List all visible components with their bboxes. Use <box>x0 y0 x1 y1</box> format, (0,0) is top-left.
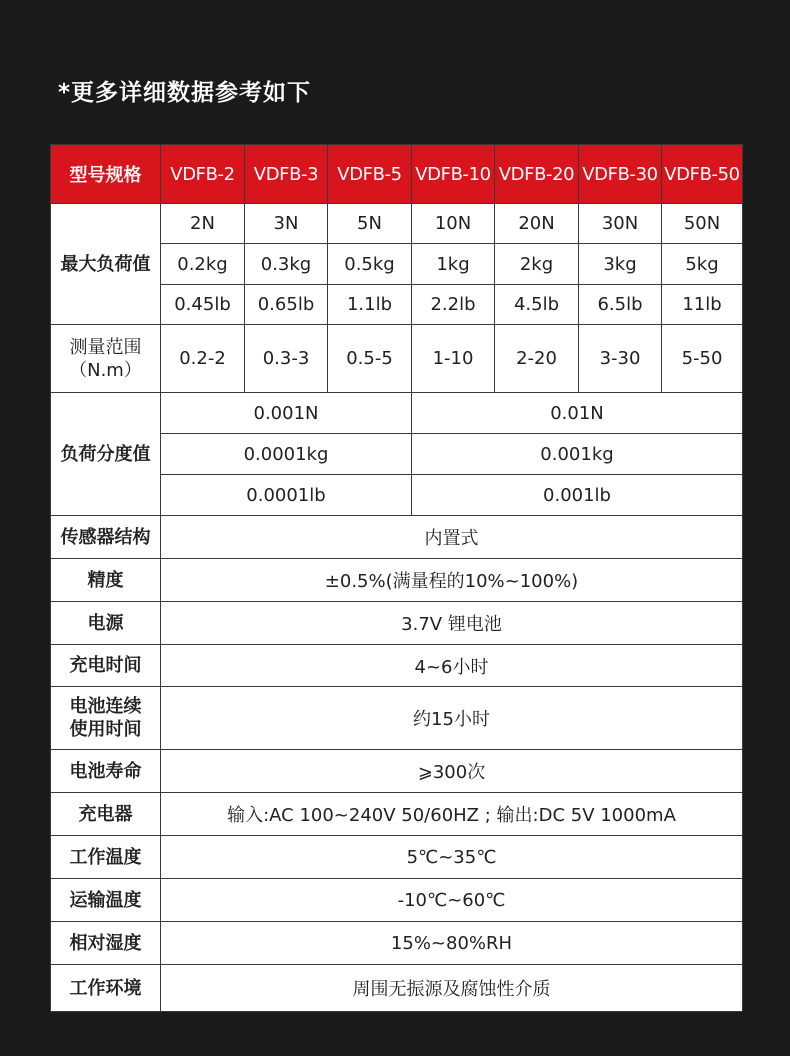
spec-value: 4~6小时 <box>161 645 743 687</box>
page-title: *更多详细数据参考如下 <box>58 80 312 106</box>
spec-row <box>51 879 743 922</box>
table-cell: 2N <box>161 204 245 244</box>
table-cell: 10N <box>412 204 495 244</box>
table-cell: 0.001N <box>161 393 412 434</box>
spec-label: 运输温度 <box>51 879 161 922</box>
table-cell: 0.3kg <box>245 244 328 285</box>
table-cell: 2.2lb <box>412 285 495 325</box>
model-header: VDFB-30 <box>579 145 662 204</box>
table-cell: 4.5lb <box>495 285 579 325</box>
spec-value: 周围无振源及腐蚀性介质 <box>161 965 743 1012</box>
spec-row <box>51 602 743 645</box>
table-cell: 1kg <box>412 244 495 285</box>
model-header: VDFB-2 <box>161 145 245 204</box>
spec-row <box>51 836 743 879</box>
table-cell: 5-50 <box>662 325 743 393</box>
spec-label-line1: 电池连续 <box>69 696 142 717</box>
spec-value: ⩾300次 <box>161 750 743 793</box>
spec-value: 内置式 <box>161 516 743 559</box>
spec-row <box>51 516 743 559</box>
table-cell: 0.0001lb <box>161 475 412 516</box>
table-cell: 3kg <box>579 244 662 285</box>
spec-row <box>51 793 743 836</box>
spec-value: 15%~80%RH <box>161 922 743 965</box>
spec-row <box>51 645 743 687</box>
max-load-label: 最大负荷值 <box>51 204 161 325</box>
spec-label <box>51 687 161 750</box>
range-label <box>51 325 161 393</box>
spec-label: 充电器 <box>51 793 161 836</box>
spec-row <box>51 965 743 1012</box>
spec-row <box>51 750 743 793</box>
header-label: 型号规格 <box>51 145 161 204</box>
spec-label: 电源 <box>51 602 161 645</box>
spec-label-line2: 使用时间 <box>69 719 142 740</box>
table-cell: 0.01N <box>412 393 743 434</box>
spec-label: 工作环境 <box>51 965 161 1012</box>
range-label-line2: （N.m） <box>69 359 142 381</box>
table-cell: 0.5-5 <box>328 325 412 393</box>
table-cell: 0.5kg <box>328 244 412 285</box>
spec-row <box>51 687 743 750</box>
table-cell: 0.0001kg <box>161 434 412 475</box>
table-cell: 5kg <box>662 244 743 285</box>
resolution-newton-row <box>51 393 743 434</box>
range-row <box>51 325 743 393</box>
spec-label: 相对湿度 <box>51 922 161 965</box>
spec-value: 3.7V 锂电池 <box>161 602 743 645</box>
table-cell: 1.1lb <box>328 285 412 325</box>
spec-label: 充电时间 <box>51 645 161 687</box>
resolution-label: 负荷分度值 <box>51 393 161 516</box>
spec-value: ±0.5%(满量程的10%~100%) <box>161 559 743 602</box>
spec-value: -10℃~60℃ <box>161 879 743 922</box>
table-cell: 5N <box>328 204 412 244</box>
table-cell: 0.45lb <box>161 285 245 325</box>
spec-label: 电池寿命 <box>51 750 161 793</box>
table-cell: 3-30 <box>579 325 662 393</box>
model-header: VDFB-10 <box>412 145 495 204</box>
spec-value: 约15小时 <box>161 687 743 750</box>
model-header: VDFB-50 <box>662 145 743 204</box>
table-cell: 0.3-3 <box>245 325 328 393</box>
table-cell: 20N <box>495 204 579 244</box>
table-cell: 6.5lb <box>579 285 662 325</box>
model-header: VDFB-3 <box>245 145 328 204</box>
table-cell: 0.65lb <box>245 285 328 325</box>
spec-row <box>51 559 743 602</box>
table-cell: 0.001kg <box>412 434 743 475</box>
spec-value: 5℃~35℃ <box>161 836 743 879</box>
table-cell: 2kg <box>495 244 579 285</box>
table-cell: 1-10 <box>412 325 495 393</box>
table-cell: 0.2-2 <box>161 325 245 393</box>
table-cell: 0.2kg <box>161 244 245 285</box>
table-cell: 0.001lb <box>412 475 743 516</box>
spec-value: 输入:AC 100~240V 50/60HZ ; 输出:DC 5V 1000mA <box>161 793 743 836</box>
spec-row <box>51 922 743 965</box>
spec-label: 精度 <box>51 559 161 602</box>
table-cell: 11lb <box>662 285 743 325</box>
table-cell: 2-20 <box>495 325 579 393</box>
header-row <box>51 145 743 204</box>
max-load-newton-row <box>51 204 743 244</box>
spec-table <box>50 144 743 1012</box>
spec-label: 工作温度 <box>51 836 161 879</box>
model-header: VDFB-20 <box>495 145 579 204</box>
model-header: VDFB-5 <box>328 145 412 204</box>
table-cell: 3N <box>245 204 328 244</box>
spec-label: 传感器结构 <box>51 516 161 559</box>
range-label-line1: 测量范围 <box>69 336 142 358</box>
table-cell: 30N <box>579 204 662 244</box>
table-cell: 50N <box>662 204 743 244</box>
